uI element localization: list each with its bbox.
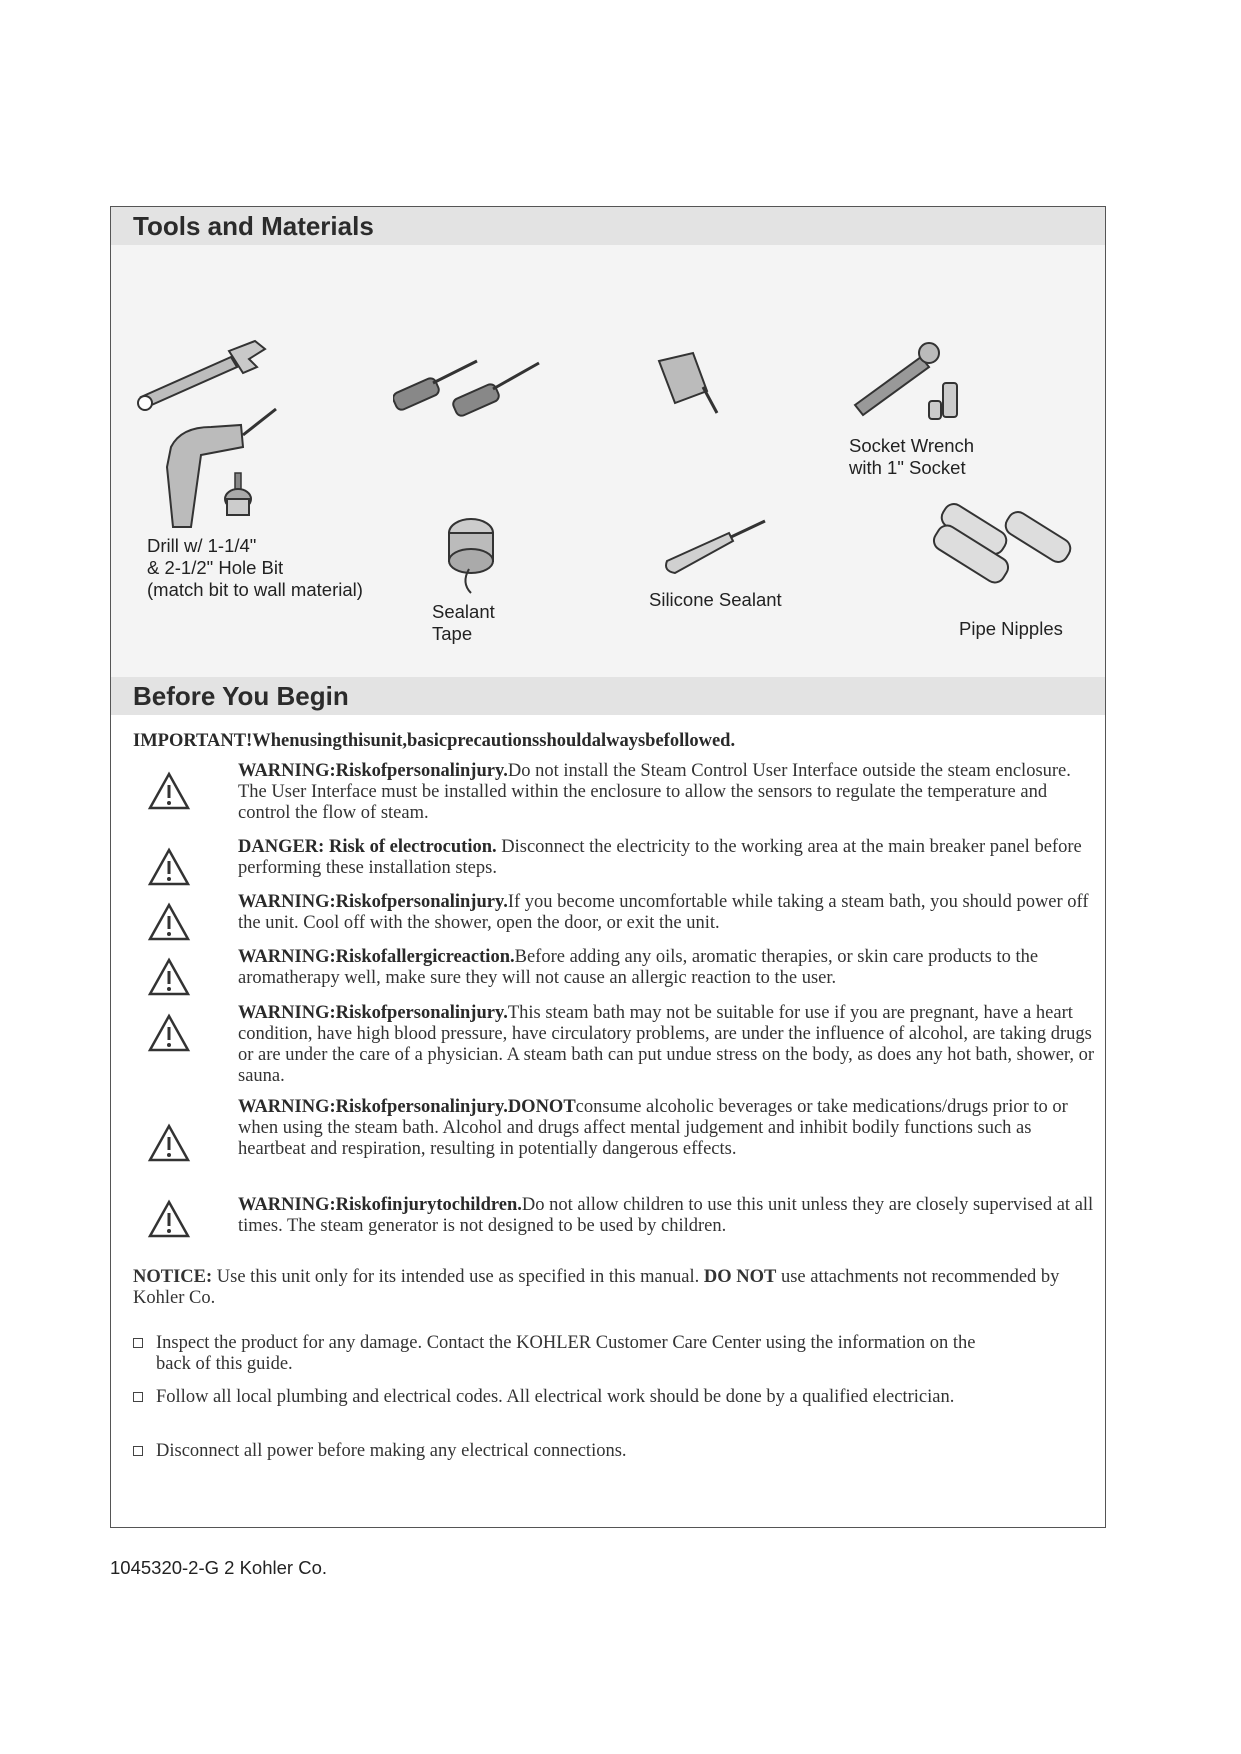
checkbox-icon <box>133 1392 143 1402</box>
before-section-title: Before You Begin <box>111 677 1105 715</box>
warning-title: DANGER: Risk of electrocution. <box>238 837 497 857</box>
sealant-tape-label <box>432 601 495 645</box>
silicone-sealant-label: Silicone Sealant <box>649 589 782 610</box>
notice-text: Use this unit only for its intended use as specified in this manual. <box>212 1267 704 1287</box>
notice-do-not: DO NOT <box>703 1267 777 1287</box>
warning-title: WARNING:Riskofpersonalinjury. <box>238 892 508 912</box>
sealant-tape-label-line2: Tape <box>432 623 473 644</box>
warning-text: Do not allow children to use this unit unless they are closely supervised at all times. The steam generator is not designed to be used by children. <box>238 1195 1094 1236</box>
socket-wrench-label-line1: Socket Wrench <box>849 435 975 456</box>
warning-title: WARNING:Riskofpersonalinjury.DONOT <box>238 1097 576 1117</box>
notice-paragraph <box>133 1267 1093 1309</box>
warning-icon <box>147 902 191 942</box>
checkbox-icon <box>133 1446 143 1456</box>
sealant-tape-label-line1: Sealant <box>432 601 495 622</box>
drill-label-line2: & 2-1/2" Hole Bit <box>147 557 284 578</box>
checkbox-icon <box>133 1338 143 1348</box>
page-footer: 1045320-2-G 2 Kohler Co. <box>110 1557 327 1578</box>
important-statement: IMPORTANT!Whenusingthisunit,basicprecautionsshouldalwaysbefollowed. <box>133 731 736 751</box>
warning-title: WARNING:Riskofallergicreaction. <box>238 947 515 967</box>
warning-icon <box>147 847 191 887</box>
notice-label: NOTICE: <box>133 1267 213 1287</box>
checklist-text: Follow all local plumbing and electrical codes. All electrical work should be done by a qualified electrician. <box>156 1387 955 1407</box>
warning-text: Before adding any oils, aromatic therapies, or skin care products to the aromatherapy well, make sure they will not cause an allergic reaction to the user. <box>238 947 1039 988</box>
notice-text: use attachments not recommended by Kohler Co. <box>133 1267 1060 1308</box>
warning-text: This steam bath may not be suitable for use if you are pregnant, have a heart condition, have high blood pressure, have circulatory problems, are under the influence of alcohol, are taking drugs or are under the care of a physician. A steam bath can put undue stress on the body, as does any hot bath, shower, or sauna. <box>238 1003 1095 1086</box>
socket-wrench-label-line2: with 1" Socket <box>849 457 966 478</box>
drill-label-line3: (match bit to wall material) <box>147 579 363 600</box>
pipe-nipples-label: Pipe Nipples <box>959 618 1063 639</box>
drill-label-line1: Drill w/ 1-1/4" <box>147 535 257 556</box>
warning-title: WARNING:Riskofpersonalinjury. <box>238 1003 508 1023</box>
tools-section-title: Tools and Materials <box>111 207 1105 245</box>
warning-text: If you become uncomfortable while taking a steam bath, you should power off the unit. Cool off with the shower, open the door, or exit the unit. <box>238 892 1089 933</box>
document-frame <box>110 206 1106 1528</box>
warning-title: WARNING:Riskofpersonalinjury. <box>238 761 508 781</box>
drill-label <box>147 535 363 601</box>
warning-text: consume alcoholic beverages or take medications/drugs prior to or when using the steam bath. Alcohol and drugs affect mental judgement and inhibit bodily functions such as heartbeat and respiration, resulting in potentially dangerous effects. <box>238 1097 1068 1159</box>
warning-icon <box>147 771 191 811</box>
warning-text: Do not install the Steam Control User Interface outside the steam enclosure. The User Interface must be installed within the enclosure to allow the sensors to regulate the temperature and control the flow of steam. <box>238 761 1071 823</box>
warning-text: Disconnect the electricity to the working area at the main breaker panel before performing these installation steps. <box>238 837 1082 878</box>
warning-title: WARNING:Riskofinjurytochildren. <box>238 1195 522 1215</box>
checklist-text: Disconnect all power before making any electrical connections. <box>156 1441 627 1461</box>
warning-icon <box>147 1199 191 1239</box>
socket-wrench-label <box>849 435 974 479</box>
warning-icon <box>147 1123 191 1163</box>
warning-icon <box>147 1013 191 1053</box>
warning-icon <box>147 957 191 997</box>
checklist-text: Inspect the product for any damage. Contact the KOHLER Customer Care Center using the information on the back of this guide. <box>156 1333 976 1374</box>
